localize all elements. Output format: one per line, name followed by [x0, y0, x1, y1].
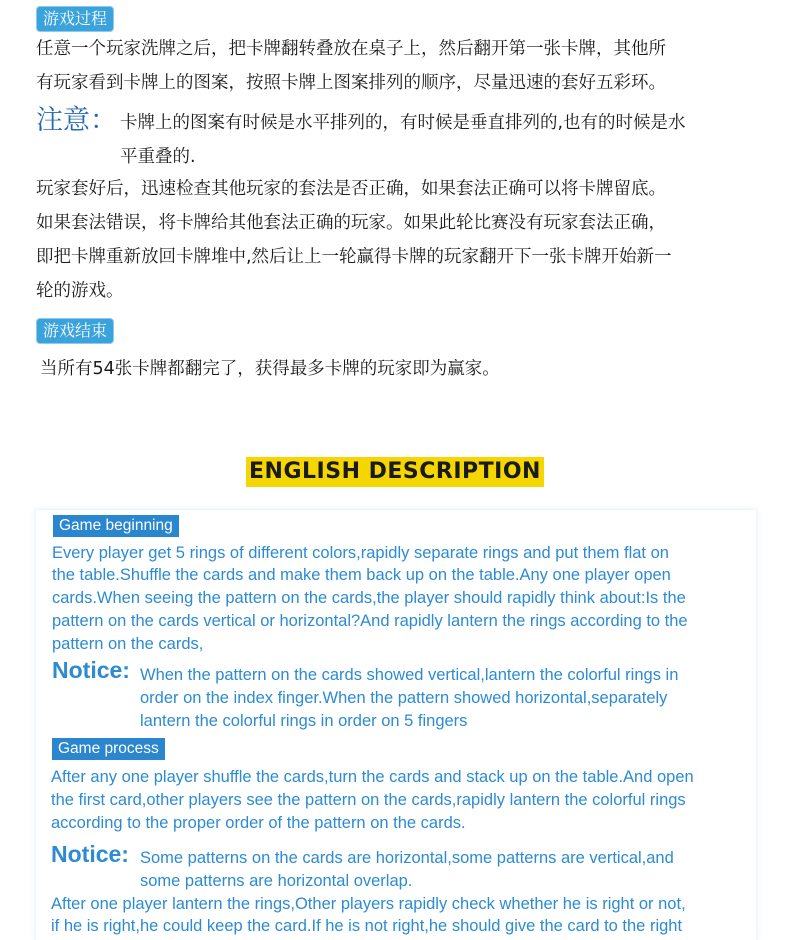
en-notice1-line-3: lantern the colorful rings in order on 5 fingers — [140, 712, 468, 730]
game-process-badge: Game process — [52, 738, 165, 760]
cn-check-line-1: 玩家套好后，迅速检查其他玩家的套法是否正确，如果套法正确可以将卡牌留底。 — [36, 179, 666, 199]
en-notice2-line-2: some patterns are horizontal overlap. — [140, 872, 413, 890]
en-notice2-line-1: Some patterns on the cards are horizontal,some patterns are vertical,and — [140, 849, 674, 867]
english-heading-text: ENGLISH DESCRIPTION — [246, 457, 544, 487]
en-notice-label-2: Notice: — [51, 841, 129, 867]
en-beginning-line-4: pattern on the cards vertical or horizontal?And rapidly lantern the rings according to the — [52, 612, 688, 630]
english-description-heading — [0, 457, 790, 487]
game-beginning-badge: Game beginning — [53, 515, 179, 537]
cn-notice-line-1: 卡牌上的图案有时候是水平排列的，有时候是垂直排列的,也有的时候是水 — [120, 113, 686, 133]
game-process-badge-cn: 游戏过程 — [36, 6, 114, 32]
en-beginning-line-3: cards.When seeing the pattern on the cards,the player should rapidly think about:Is the — [52, 589, 686, 607]
cn-check-line-4: 轮的游戏。 — [36, 281, 124, 301]
en-beginning-line-1: Every player get 5 rings of different colors,rapidly separate rings and put them flat on — [52, 544, 669, 562]
en-process-line-3: according to the proper order of the pattern on the cards. — [51, 814, 466, 832]
en-process-line-2: the first card,other players see the pattern on the cards,rapidly lantern the colorful rings — [51, 791, 686, 809]
en-notice1-line-2: order on the index finger.When the pattern showed horizontal,separately — [140, 689, 668, 707]
en-notice1-line-1: When the pattern on the cards showed vertical,lantern the colorful rings in — [140, 666, 679, 684]
en-after-line-1: After one player lantern the rings,Other players rapidly check whether he is right or not, — [51, 895, 686, 913]
cn-end-line: 当所有54张卡牌都翻完了，获得最多卡牌的玩家即为赢家。 — [40, 359, 500, 379]
cn-check-line-2: 如果套法错误，将卡牌给其他套法正确的玩家。如果此轮比赛没有玩家套法正确， — [36, 213, 666, 233]
en-after-line-2: if he is right,he could keep the card.If he is not right,he should give the card to the right — [51, 917, 683, 935]
en-beginning-line-5: pattern on the cards, — [52, 635, 204, 653]
cn-process-line-1: 任意一个玩家洗牌之后，把卡牌翻转叠放在桌子上，然后翻开第一张卡牌，其他所 — [36, 39, 666, 59]
cn-process-line-2: 有玩家看到卡牌上的图案，按照卡牌上图案排列的顺序，尽量迅速的套好五彩环。 — [36, 73, 666, 93]
game-end-badge-cn: 游戏结束 — [36, 318, 114, 344]
cn-notice-line-2: 平重叠的. — [120, 147, 196, 167]
en-process-line-1: After any one player shuffle the cards,turn the cards and stack up on the table.And open — [51, 768, 694, 786]
cn-check-line-3: 即把卡牌重新放回卡牌堆中,然后让上一轮赢得卡牌的玩家翻开下一张卡牌开始新一 — [36, 247, 672, 267]
cn-notice-label: 注意： — [36, 105, 117, 136]
en-notice-label-1: Notice: — [52, 657, 130, 683]
en-beginning-line-2: the table.Shuffle the cards and make them back up on the table.Any one player open — [52, 566, 671, 584]
